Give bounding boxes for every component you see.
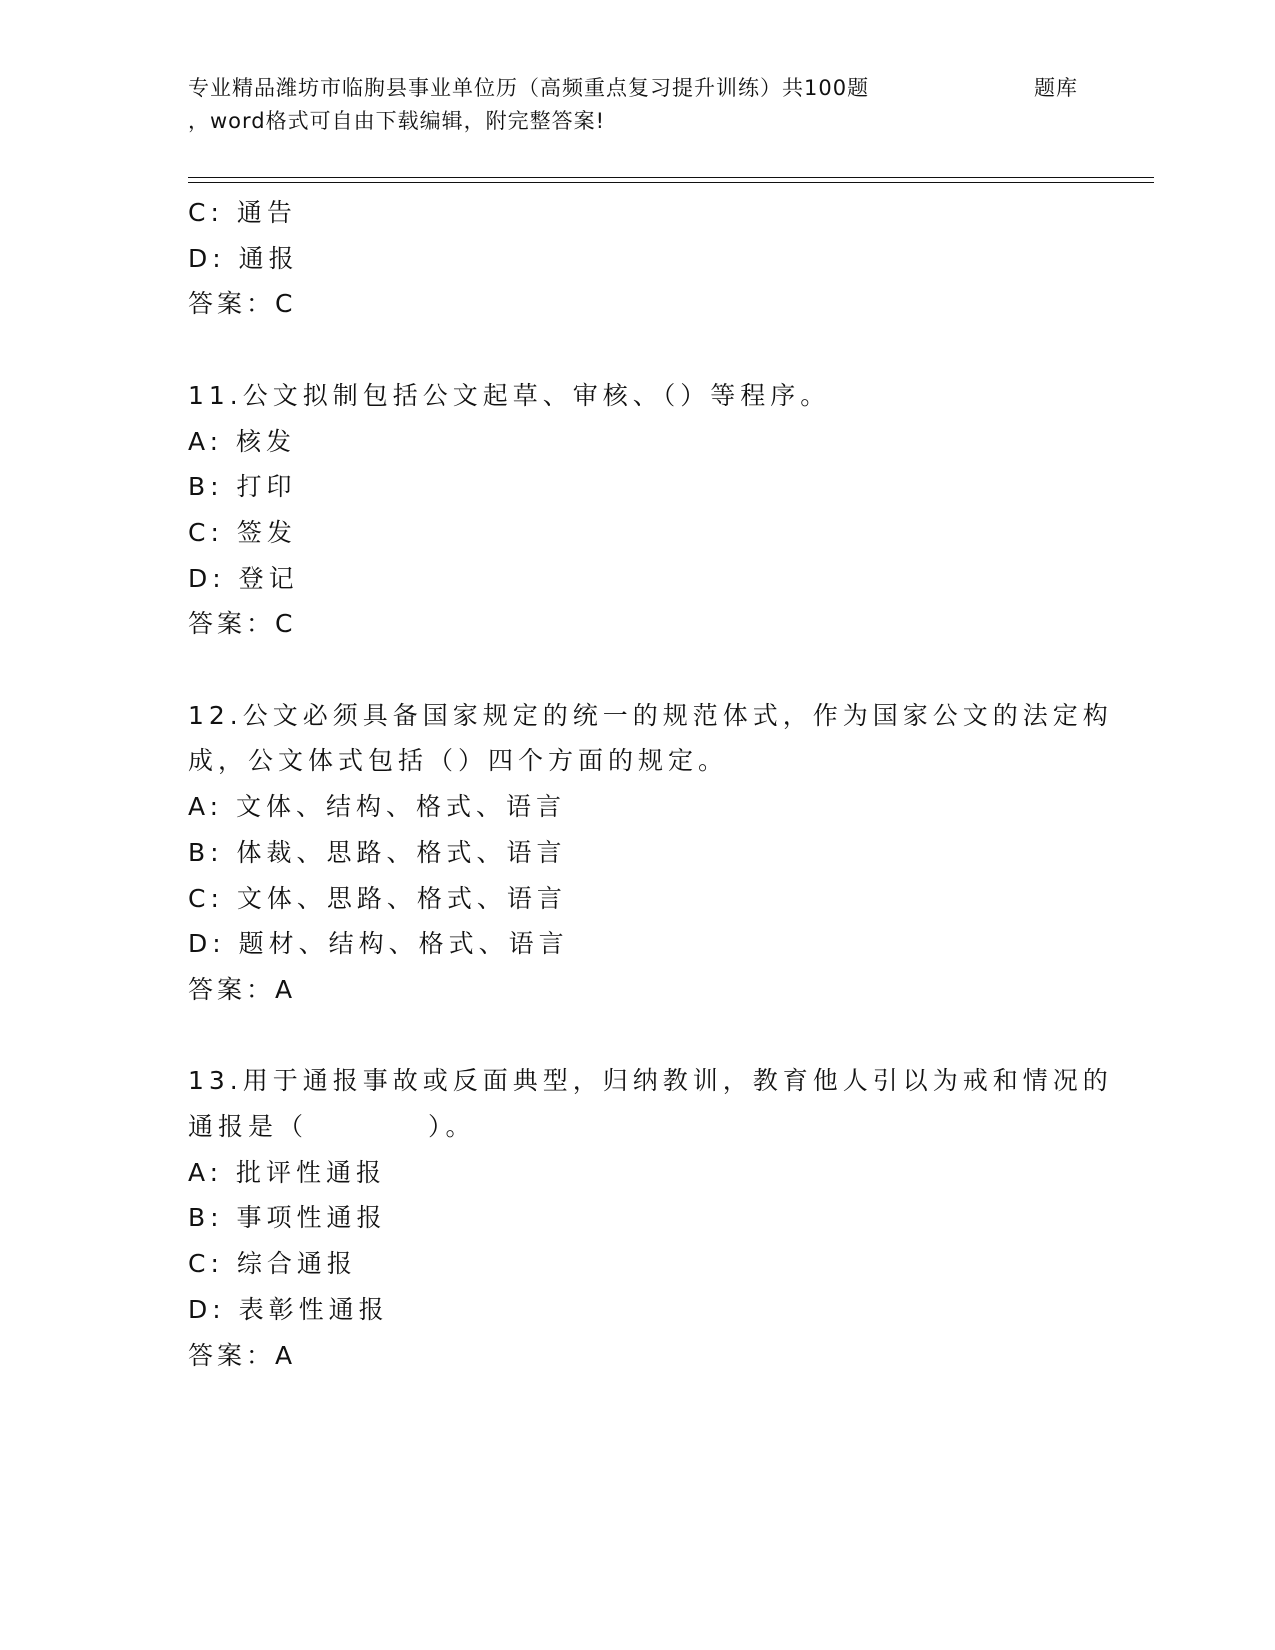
answer-11: 答案：C: [188, 609, 297, 639]
question-13-option-d: D: 表彰性通报: [188, 1294, 389, 1324]
question-12-option-c: C: 文体、思路、格式、语言: [188, 883, 567, 913]
header-title: 专业精品潍坊市临朐县事业单位历（高频重点复习提升训练）共100题: [188, 76, 870, 100]
question-13-stem-line-2: 通报是（ ）。: [188, 1112, 476, 1142]
header-tag: 题库: [1034, 76, 1078, 100]
question-12-stem-line-2: 成，公文体式包括（）四个方面的规定。: [188, 746, 729, 776]
question-12-option-b: B: 体裁、思路、格式、语言: [188, 837, 567, 867]
spacer: [188, 647, 1088, 693]
question-11-option-b: B: 打印: [188, 472, 297, 502]
question-11-stem: 11.公文拟制包括公文起草、审核、（）等程序。: [188, 380, 831, 410]
answer-10: 答案：C: [188, 289, 297, 319]
question-11-option-d: D: 登记: [188, 563, 299, 593]
question-12-option-d: D: 题材、结构、格式、语言: [188, 929, 569, 959]
answer-13: 答案：A: [188, 1340, 297, 1370]
document-header: [188, 72, 1088, 138]
spacer: [188, 327, 1088, 373]
header-line-1: [188, 72, 1088, 105]
question-11-option-c: C: 签发: [188, 517, 297, 547]
spacer: [188, 1013, 1088, 1059]
question-13-option-b: B: 事项性通报: [188, 1203, 387, 1233]
question-13-stem-line-1: 13.用于通报事故或反面典型，归纳教训，教育他人引以为戒和情况的: [188, 1066, 1113, 1096]
question-12-stem-line-1: 12.公文必须具备国家规定的统一的规范体式，作为国家公文的法定构: [188, 700, 1113, 730]
header-line-2: ，word格式可自由下载编辑，附完整答案!: [188, 109, 606, 133]
question-11-option-a: A: 核发: [188, 426, 297, 456]
option-d: D: 通报: [188, 243, 299, 273]
question-list: [188, 190, 1113, 1378]
question-13-option-a: A: 批评性通报: [188, 1157, 387, 1187]
header-rule-top: [188, 177, 1154, 178]
question-13-option-c: C: 综合通报: [188, 1249, 357, 1279]
question-12-option-a: A: 文体、结构、格式、语言: [188, 792, 567, 822]
answer-12: 答案：A: [188, 974, 297, 1004]
header-rule-bottom: [188, 182, 1154, 183]
option-c: C: 通告: [188, 198, 297, 227]
